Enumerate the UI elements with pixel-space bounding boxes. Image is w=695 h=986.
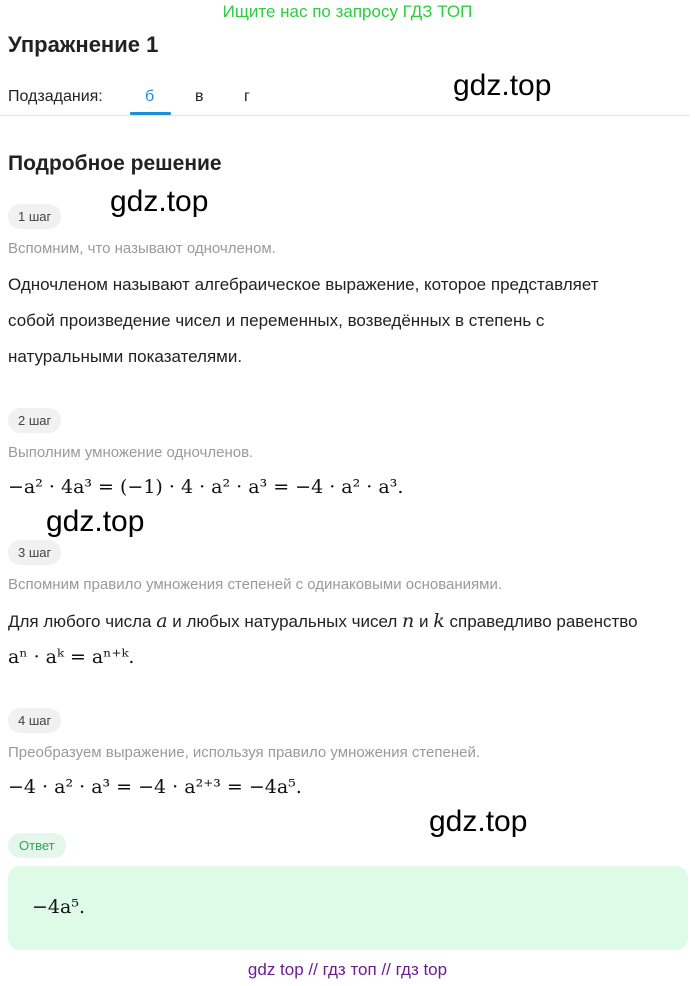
- step-hint: Вспомним, что называют одночленом.: [8, 240, 276, 257]
- watermark: gdz.top: [46, 505, 145, 538]
- answer-badge: Ответ: [8, 833, 66, 858]
- subtasks-label: Подзадания:: [8, 88, 103, 105]
- tab-b[interactable]: б: [145, 88, 155, 105]
- rule-text: и любых натуральных чисел: [172, 612, 398, 631]
- rule-text: и: [419, 612, 429, 631]
- section-title: Подробное решение: [8, 152, 222, 175]
- divider: [0, 115, 690, 116]
- step-hint: Вспомним правило умножения степеней с одинаковыми основаниями.: [8, 576, 502, 593]
- variable-a: a: [156, 610, 168, 632]
- watermark: gdz.top: [110, 185, 209, 218]
- step-hint: Выполним умножение одночленов.: [8, 444, 254, 461]
- rule-statement: [8, 604, 688, 639]
- answer-box: [8, 866, 688, 950]
- tab-v[interactable]: в: [195, 88, 204, 105]
- watermark: gdz.top: [429, 805, 528, 838]
- step-text-line: натуральными показателями.: [8, 347, 243, 366]
- rule-text: справедливо равенство: [449, 612, 638, 631]
- step-hint: Преобразуем выражение, используя правило умножения степеней.: [8, 744, 481, 761]
- rule-text: Для любого числа: [8, 612, 152, 631]
- step-badge: 1 шаг: [8, 204, 61, 229]
- promo-banner[interactable]: Ищите нас по запросу ГДЗ ТОП: [222, 2, 473, 21]
- answer-formula: −4a⁵.: [32, 896, 85, 918]
- step-badge: 2 шаг: [8, 408, 61, 433]
- step-badge: 3 шаг: [8, 540, 61, 565]
- variable-n: n: [402, 610, 415, 632]
- page-title: Упражнение 1: [8, 32, 159, 57]
- formula: −4 · a² · a³ = −4 · a²⁺³ = −4a⁵.: [8, 776, 302, 798]
- variable-k: k: [433, 610, 445, 632]
- footer-links[interactable]: gdz top // гдз топ // гдз top: [247, 960, 448, 979]
- tab-g[interactable]: г: [244, 88, 250, 105]
- formula: −a² · 4a³ = (−1) · 4 · a² · a³ = −4 · a² · a³.: [8, 476, 404, 498]
- step-text-line: собой произведение чисел и переменных, возведённых в степень с: [8, 311, 545, 330]
- watermark: gdz.top: [453, 69, 552, 102]
- step-badge: 4 шаг: [8, 708, 61, 733]
- step-text-line: Одночленом называют алгебраическое выражение, которое представляет: [8, 275, 599, 294]
- formula: aⁿ · aᵏ = aⁿ⁺ᵏ.: [8, 646, 135, 668]
